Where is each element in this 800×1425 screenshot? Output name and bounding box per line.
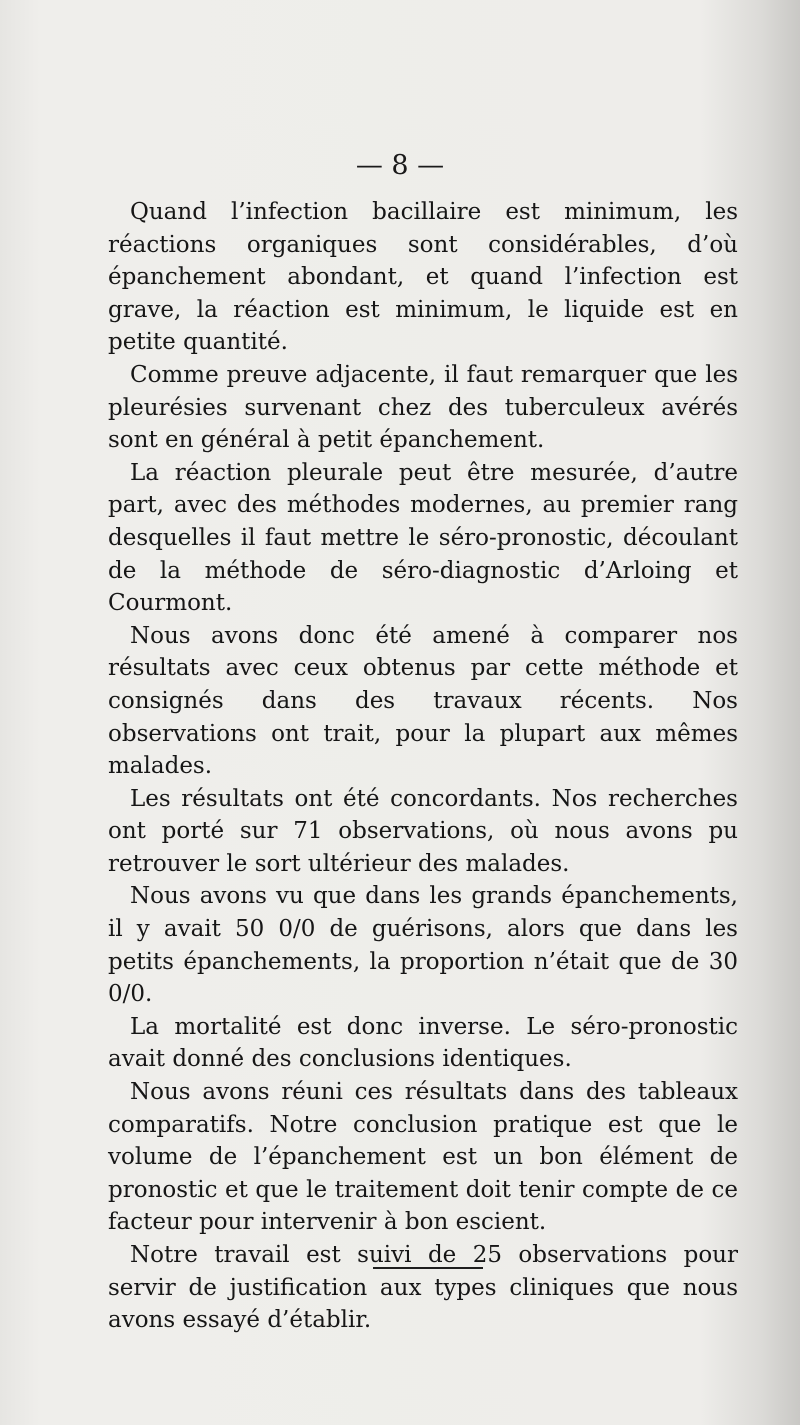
paragraph: Nous avons donc été amené à comparer nos résultats avec ceux obtenus par cette méthode et consignés dans des travaux récents. Nos observations ont trait, pour la plupart aux mêmes malades. [108, 622, 738, 780]
paragraph: Comme preuve adjacente, il faut remarquer que les pleurésies survenant chez des tuberculeux avérés sont en général à petit épanchement. [108, 361, 738, 454]
paragraph: Nous avons réuni ces résultats dans des tableaux comparatifs. Notre conclusion pratique est que le volume de l’épanchement est un bon élément de pronostic et que le traitement doit tenir compte de ce facteur pour intervenir à bon escient. [108, 1079, 738, 1236]
body-text [108, 196, 738, 1337]
section-end-rule [373, 1267, 483, 1269]
page-number: — 8 — [355, 150, 445, 181]
paragraph: Nous avons vu que dans les grands épanchements, il y avait 50 0/0 de guérisons, alors que dans les petits épanchements, la proportion n’était que de 30 0/0. [108, 883, 738, 1008]
paragraph: La mortalité est donc inverse. Le séro-pronostic avait donné des conclusions identiques. [108, 1013, 738, 1073]
paragraph: La réaction pleurale peut être mesurée, d’autre part, avec des méthodes modernes, au premier rang desquelles il faut mettre le séro-pronostic, découlant de la méthode de séro-diagnostic d’Arloing et Courmont. [108, 459, 738, 617]
paragraph: Notre travail est suivi de 25 observations pour servir de justification aux types cliniques que nous avons essayé d’établir. [108, 1242, 738, 1334]
paragraph: Quand l’infection bacillaire est minimum, les réactions organiques sont considérables, d’où épanchement abondant, et quand l’infection est grave, la réaction est minimum, le liquide est en petite quantité. [108, 199, 738, 356]
paragraph: Les résultats ont été concordants. Nos recherches ont porté sur 71 observations, où nous avons pu retrouver le sort ultérieur des malades. [108, 785, 738, 877]
